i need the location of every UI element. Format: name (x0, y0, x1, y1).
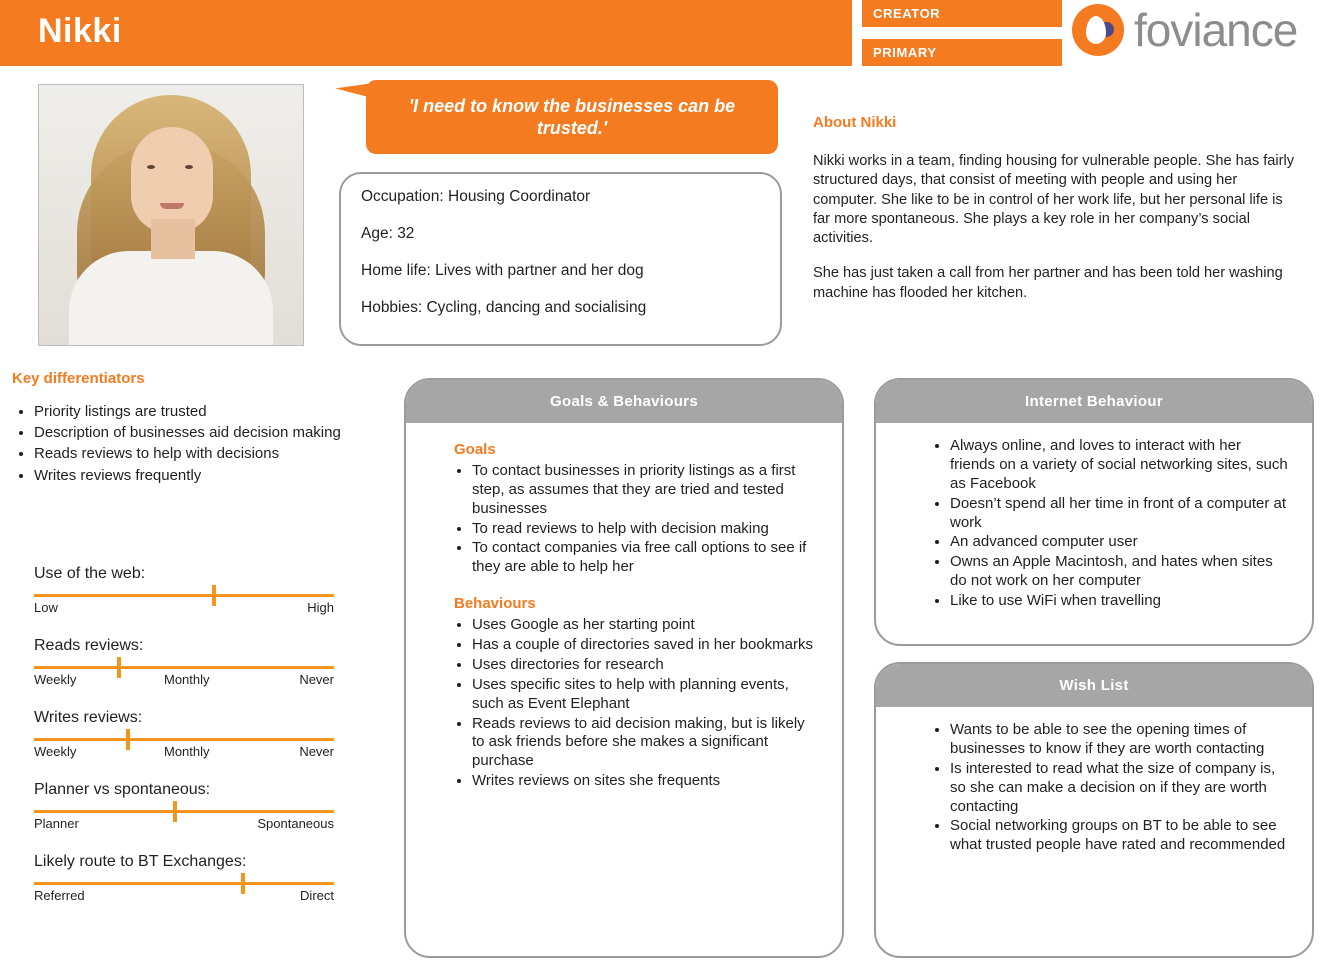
goals-subheading: Goals (454, 441, 496, 458)
slider-ticks (34, 744, 334, 762)
slider-track[interactable] (34, 738, 334, 741)
panel-title: Internet Behaviour (876, 380, 1312, 423)
attribute-sliders (34, 565, 334, 925)
slider-ticks (34, 816, 334, 834)
slider-tick-label: Monthly (164, 672, 210, 687)
list-item: • Uses directories for research (472, 656, 818, 675)
slider-tick-label: Referred (34, 888, 85, 903)
slider-label: Planner vs spontaneous: (34, 781, 211, 798)
slider-label: Likely route to BT Exchanges: (34, 853, 247, 870)
wish-list-panel (874, 662, 1314, 958)
about-body (813, 152, 1303, 319)
list-item: • Description of businesses aid decision making (34, 423, 384, 442)
slider-1[interactable] (34, 637, 334, 690)
internet-behaviour-list (890, 437, 1288, 611)
list-item: • Has a couple of directories saved in her bookmarks (472, 636, 818, 655)
slider-tick-label: Never (299, 744, 334, 759)
fact-age: Age: 32 (361, 225, 415, 242)
badge-creator: CREATOR (862, 0, 1062, 27)
panel-title: Goals & Behaviours (406, 380, 842, 423)
slider-ticks (34, 672, 334, 690)
list-item: • Writes reviews on sites she frequents (472, 772, 818, 791)
list-item: • Priority listings are trusted (34, 402, 384, 421)
slider-0[interactable] (34, 565, 334, 618)
slider-tick-label: Planner (34, 816, 79, 831)
list-item: • Like to use WiFi when travelling (950, 592, 1288, 611)
slider-tick-label: Weekly (34, 744, 77, 759)
slider-3[interactable] (34, 781, 334, 834)
list-item: • To contact businesses in priority listings as a first step, as assumes that they are tried and tested businesses (472, 462, 818, 519)
behaviours-subheading: Behaviours (454, 595, 536, 613)
slider-track[interactable] (34, 666, 334, 669)
fact-hobbies: Hobbies: Cycling, dancing and socialising (361, 299, 647, 316)
persona-facts (339, 172, 782, 346)
list-item: • Writes reviews frequently (34, 466, 384, 485)
foviance-logo (1072, 2, 1322, 58)
slider-track[interactable] (34, 882, 334, 885)
slider-2[interactable] (34, 709, 334, 762)
list-item: • Reads reviews to help with decisions (34, 444, 384, 463)
list-item: • To contact companies via free call options to see if they are able to help her (472, 539, 818, 577)
list-item: • Wants to be able to see the opening times of businesses to know if they are worth contacting (950, 721, 1288, 759)
slider-ticks (34, 888, 334, 906)
list-item: • Is interested to read what the size of company is, so she can make a decision on if they are worth contacting (950, 760, 1288, 817)
slider-label: Writes reviews: (34, 709, 143, 726)
list-item: • To read reviews to help with decision making (472, 520, 818, 539)
list-item: • Uses specific sites to help with planning events, such as Event Elephant (472, 676, 818, 714)
slider-label: Reads reviews: (34, 637, 144, 654)
key-differentiators-heading: Key differentiators (12, 370, 145, 387)
slider-ticks (34, 600, 334, 618)
about-paragraph: She has just taken a call from her partner and has been told her washing machine has flooded her kitchen. (813, 265, 1283, 301)
list-item: • Doesn’t spend all her time in front of a computer at work (950, 495, 1288, 533)
fact-occupation: Occupation: Housing Coordinator (361, 188, 591, 205)
list-item: • Reads reviews to aid decision making, but is likely to ask friends before she makes a significant purchase (472, 715, 818, 772)
slider-tick-label: Never (299, 672, 334, 687)
persona-quote: 'I need to know the businesses can be trusted.' (366, 80, 778, 154)
slider-track[interactable] (34, 810, 334, 813)
logo-wordmark: foviance (1134, 4, 1298, 56)
panel-title: Wish List (876, 664, 1312, 707)
badge-primary: PRIMARY (862, 39, 1062, 66)
slider-tick-label: Weekly (34, 672, 77, 687)
behaviours-list (420, 616, 818, 791)
goals-behaviours-panel (404, 378, 844, 958)
slider-label: Use of the web: (34, 565, 146, 582)
logo-mark-icon (1072, 4, 1124, 56)
header-bar (0, 0, 852, 66)
fact-home-life: Home life: Lives with partner and her dog (361, 262, 644, 279)
goals-list (420, 462, 818, 577)
list-item: • An advanced computer user (950, 533, 1288, 552)
key-differentiators-list (12, 402, 384, 487)
persona-photo (38, 84, 304, 346)
wish-list (890, 721, 1288, 855)
slider-track[interactable] (34, 594, 334, 597)
slider-tick-label: Monthly (164, 744, 210, 759)
list-item: • Owns an Apple Macintosh, and hates when sites do not work on her computer (950, 553, 1288, 591)
slider-4[interactable] (34, 853, 334, 906)
slider-tick-label: Spontaneous (257, 816, 334, 831)
internet-behaviour-panel (874, 378, 1314, 646)
about-heading: About Nikki (813, 114, 897, 131)
page-title: Nikki (38, 12, 122, 50)
slider-tick-label: High (307, 600, 334, 615)
slider-tick-label: Direct (300, 888, 334, 903)
list-item: • Uses Google as her starting point (472, 616, 818, 635)
list-item: • Always online, and loves to interact with her friends on a variety of social networking sites, such as Facebook (950, 437, 1288, 494)
list-item: • Social networking groups on BT to be able to see what trusted people have rated and recommended (950, 817, 1288, 855)
slider-tick-label: Low (34, 600, 58, 615)
about-paragraph: Nikki works in a team, finding housing for vulnerable people. She has fairly structured days, that consist of meeting with people and using her computer. She like to be in control of her work life, but her personal life is far more spontaneous. She plays a key role in her company’s social activities. (813, 153, 1295, 246)
